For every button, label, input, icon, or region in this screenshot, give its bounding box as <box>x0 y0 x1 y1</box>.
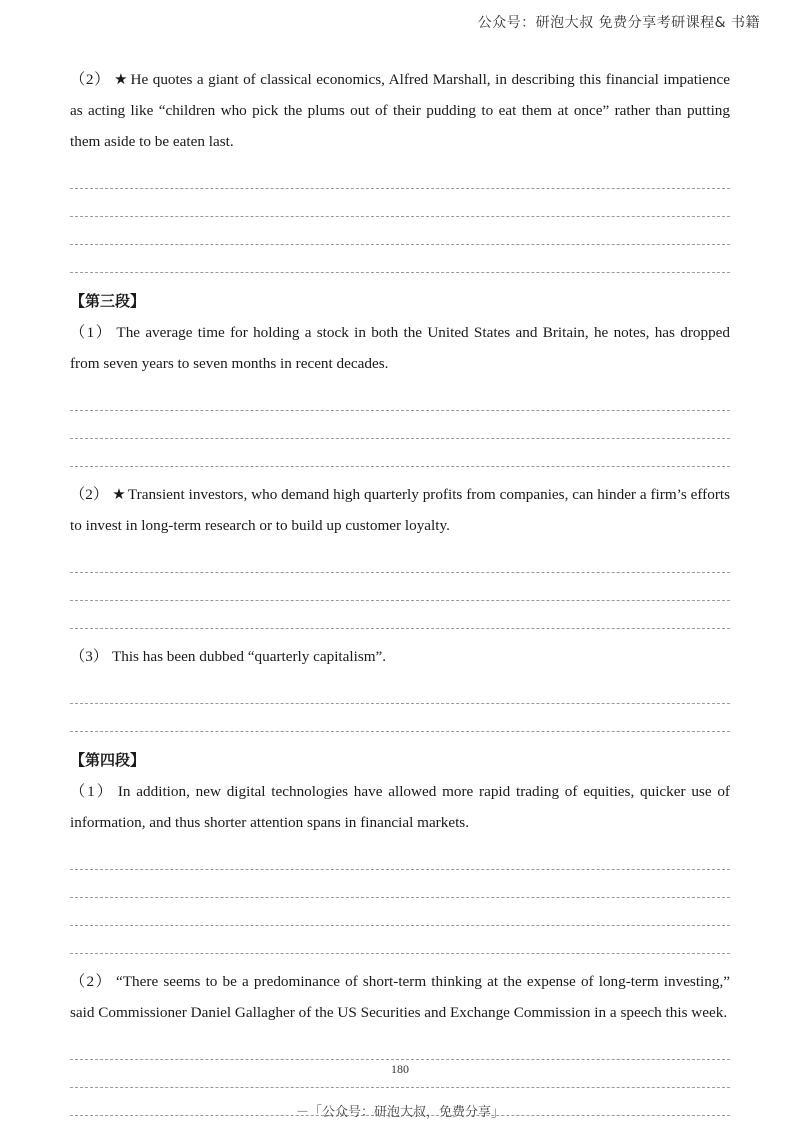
answer-lines <box>70 161 730 273</box>
page-number: 180 <box>391 1062 409 1076</box>
answer-line[interactable] <box>70 704 730 732</box>
sentence-paragraph <box>70 776 730 838</box>
sentence-number: （2） <box>70 71 111 88</box>
header-watermark-note: 公众号：研泡大叔 免费分享考研课程& 书籍 <box>477 15 760 31</box>
answer-line[interactable] <box>70 439 730 467</box>
sentence-block <box>70 641 730 732</box>
answer-line[interactable] <box>70 601 730 629</box>
answer-lines <box>70 545 730 629</box>
sentence-text: He quotes a giant of classical economics, Alfred Marshall, in describing this financial impatience as acting like “children who pick the plums out of their pudding to eat them at once” rather than putting them aside to be eaten last. <box>70 71 730 150</box>
answer-line[interactable] <box>70 573 730 601</box>
answer-line[interactable] <box>70 842 730 870</box>
sentence-block <box>70 479 730 629</box>
sentence-text: The average time for holding a stock in both the United States and Britain, he notes, has dropped from seven years to seven months in recent decades. <box>70 324 730 372</box>
section-heading: 【第四段】 <box>70 751 146 769</box>
answer-line[interactable] <box>70 217 730 245</box>
sentence-block <box>70 776 730 954</box>
answer-line[interactable] <box>70 676 730 704</box>
sentence-block <box>70 64 730 273</box>
star-icon: ★ <box>112 486 126 503</box>
answer-lines <box>70 383 730 467</box>
answer-line[interactable] <box>70 898 730 926</box>
sentence-text: “There seems to be a predominance of short-term thinking at the expense of long-term investing,” said Commissioner Daniel Gallagher of the US Securities and Exchange Commission in a speech this week. <box>70 973 731 1021</box>
answer-line[interactable] <box>70 383 730 411</box>
answer-line[interactable] <box>70 926 730 954</box>
star-icon: ★ <box>114 71 129 88</box>
sentence-paragraph <box>70 641 730 672</box>
answer-lines <box>70 676 730 732</box>
sentence-block <box>70 966 730 1116</box>
sentence-block <box>70 317 730 467</box>
sentence-text: In addition, new digital technologies have allowed more rapid trading of equities, quicker use of information, and thus shorter attention spans in financial markets. <box>70 783 730 831</box>
sentence-text: Transient investors, who demand high quarterly profits from companies, can hinder a firm’s efforts to invest in long-term research or to build up customer loyalty. <box>70 486 731 534</box>
sentence-text: This has been dubbed “quarterly capitalism”. <box>111 648 387 665</box>
sentence-paragraph <box>70 317 730 379</box>
sentence-paragraph <box>70 479 730 541</box>
sentence-number: （2） <box>70 973 113 990</box>
answer-line[interactable] <box>70 161 730 189</box>
answer-line[interactable] <box>70 870 730 898</box>
answer-line[interactable] <box>70 411 730 439</box>
sentence-paragraph <box>70 64 730 157</box>
answer-line[interactable] <box>70 1032 730 1060</box>
section-heading: 【第三段】 <box>70 292 146 310</box>
sentence-number: （3） <box>70 648 108 665</box>
answer-line[interactable] <box>70 545 730 573</box>
sentence-paragraph <box>70 966 730 1028</box>
sentence-number: （1） <box>70 783 114 800</box>
worksheet-content <box>70 64 730 1128</box>
footer-watermark-note: －「公众号：研泡大叔，免费分享」 <box>295 1105 504 1120</box>
sentence-number: （2） <box>70 486 109 503</box>
answer-lines <box>70 842 730 954</box>
sentence-number: （1） <box>70 324 113 341</box>
answer-line[interactable] <box>70 189 730 217</box>
answer-line[interactable] <box>70 245 730 273</box>
